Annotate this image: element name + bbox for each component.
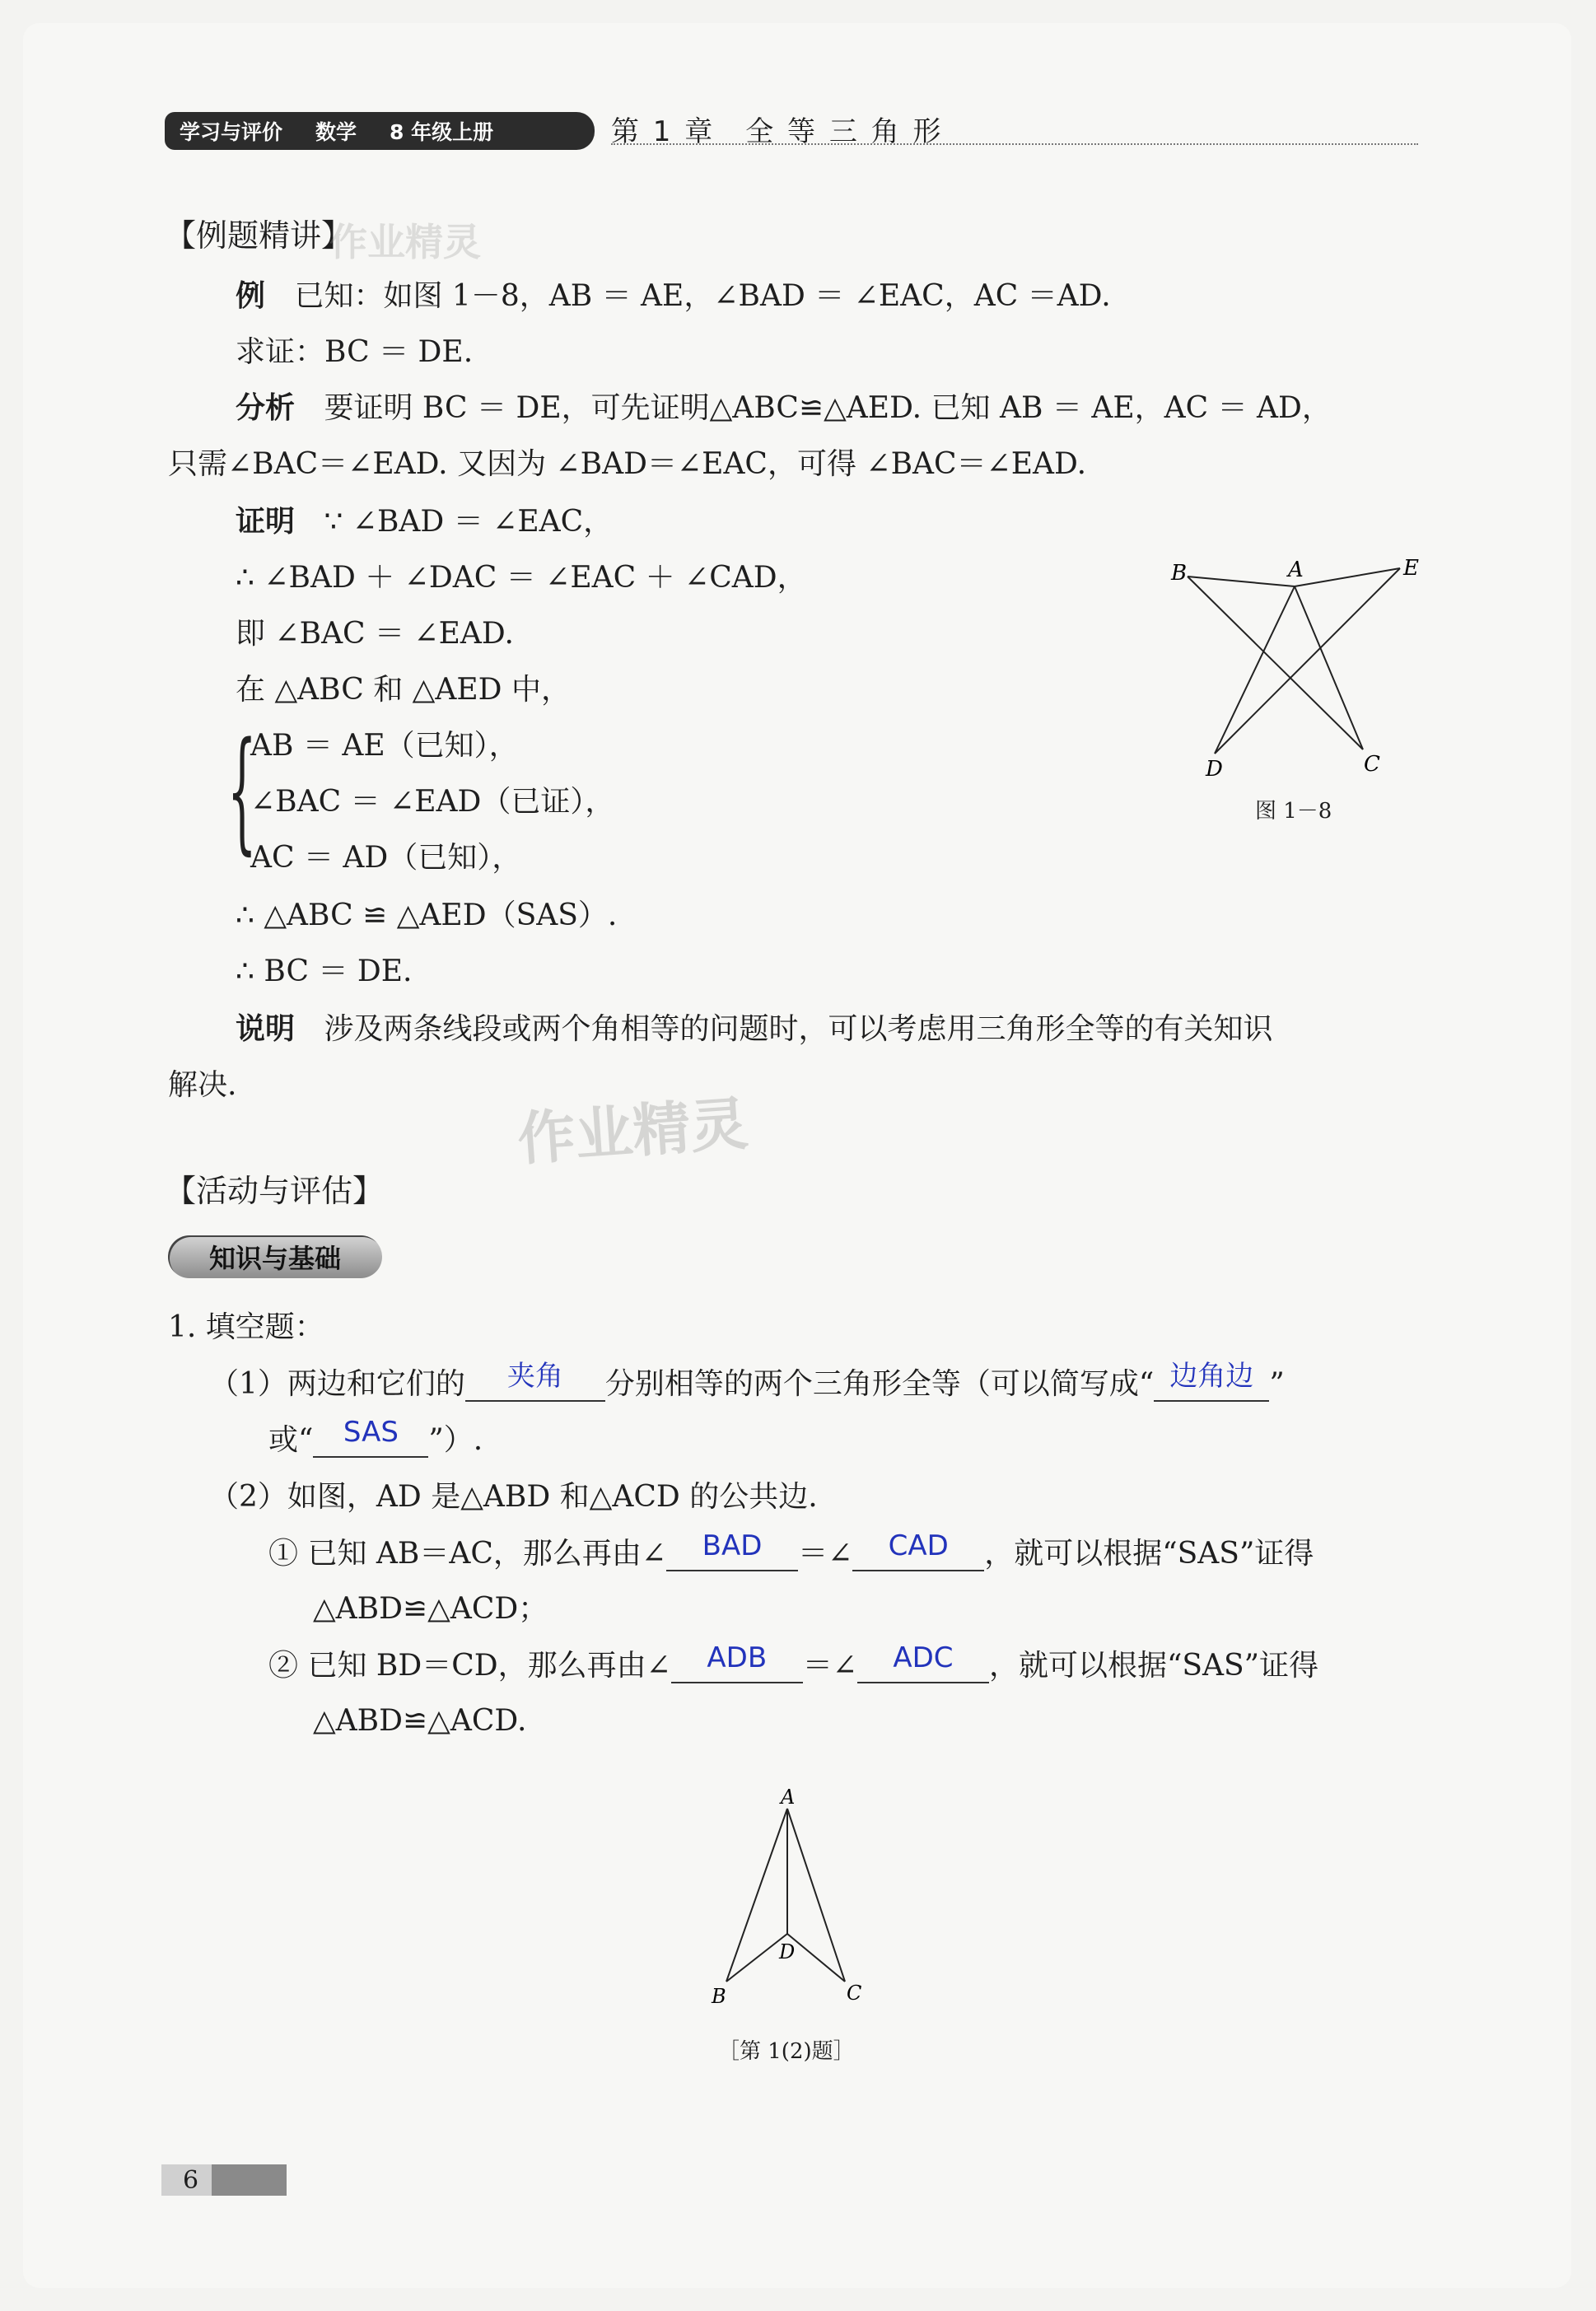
q1-2-a-answer-2: CAD [888,1529,949,1563]
proof-line-4: 在 △ABC 和 △AED 中， [236,673,571,707]
q1-2-b-line2: △ABD≌△ACD. [313,1704,527,1738]
question-1-title: 1. 填空题： [168,1310,324,1344]
segment-BA [1188,577,1295,586]
proof-label: 证明 [236,505,296,539]
label-A: A [1288,558,1304,582]
book-subject: 数学 [315,120,357,144]
q1-1-blank-1[interactable] [465,1360,605,1402]
label-C: C [1364,752,1380,777]
watermark-top: 作业精灵 [329,220,481,264]
q1-2-title: （2）如图，AD 是△ABD 和△ACD 的公共边. [209,1480,818,1514]
page-number-text: 6 [183,2165,199,2195]
q1-1-answer-2: 边角边 [1169,1360,1254,1394]
q1-1-line2-end: ”）. [428,1422,483,1457]
q1-2-a-answer-1: BAD [702,1529,763,1563]
proof-line-2: ∴ ∠BAD ＋ ∠DAC ＝ ∠EAC ＋ ∠CAD， [236,561,807,595]
segment-BC [1188,577,1363,749]
q1-2-a-end: ，就可以根据“SAS”证得 [984,1536,1314,1571]
book-grade: 8 年级上册 [390,120,494,144]
q1-1-middle: 分别相等的两个三角形全等（可以简写成“ [604,1366,1155,1401]
section-title-example: 【例题精讲】 [165,217,353,254]
analysis-label: 分析 [236,391,296,425]
proof-line-7: AC ＝ AD（已知）， [250,841,522,875]
q1-2-b-middle: ＝∠ [802,1648,857,1683]
label-B: B [1171,561,1188,586]
q1-2-b-blank-2[interactable] [857,1641,989,1683]
label-A: A [781,1786,796,1809]
q1-1-end: ” [1269,1366,1285,1401]
proof-brace: { [227,713,257,867]
q1-2-a-blank-2[interactable] [852,1529,984,1571]
q1-2-b-blank-1[interactable] [671,1641,803,1683]
q1-2-b-end: ，就可以根据“SAS”证得 [988,1648,1319,1683]
knowledge-basics-badge: 知识与基础 [168,1235,382,1278]
page-number [161,2164,287,2196]
note-text-1: 涉及两条线段或两个角相等的问题时，可以考虑用三角形全等的有关知识 [324,1012,1273,1046]
figure-1-8 [1153,544,1433,782]
q1-2-b-answer-2: ADC [893,1641,954,1675]
header-divider [611,143,1418,145]
book-title: 学习与评价 [180,120,283,144]
q1-2-a-middle: ＝∠ [798,1536,853,1571]
proof-line-6: ∠BAC ＝ ∠EAD（已证）， [250,785,615,819]
segment-ED [1215,568,1400,754]
analysis-text-1: 要证明 BC ＝ DE，可先证明△ABC≌△AED. 已知 AB ＝ AE，AC ＝ AD， [324,391,1332,425]
q1-1-answer-1: 夹角 [506,1360,563,1394]
figure-1-8-caption: 图 1－8 [1255,799,1332,824]
figure-q1-2-caption: ［第 1(2)题］ [718,2039,855,2064]
note-label: 说明 [236,1012,296,1046]
q1-1-line2-prefix: 或“ [268,1422,314,1457]
segment-AB [726,1809,787,1982]
q1-2-b-answer-1: ADB [707,1641,768,1675]
figure-q1-2 [708,1784,889,2015]
q1-1-answer-3: SAS [343,1416,399,1450]
q1-2-a-prefix: ① 已知 AB＝AC，那么再由∠ [268,1536,667,1571]
book-title-banner [165,112,595,150]
example-label: 例 [236,279,266,313]
q1-2-a-blank-1[interactable] [666,1529,798,1571]
q1-1-blank-2[interactable] [1154,1360,1269,1402]
note-text-2: 解决. [168,1068,237,1102]
label-B: B [712,1985,726,2008]
analysis-text-2: 只需∠BAC＝∠EAD. 又因为 ∠BAD＝∠EAC，可得 ∠BAC＝∠EAD. [168,447,1087,481]
q1-1-blank-3[interactable] [313,1416,428,1458]
segment-AC [787,1809,845,1982]
example-prove: 求证：BC ＝ DE. [236,335,474,369]
proof-line-9: ∴ BC ＝ DE. [236,955,413,988]
proof-line-8: ∴ △ABC ≌ △AED（SAS）. [236,899,618,932]
segment-AC [1295,586,1363,749]
q1-1-prefix: （1）两边和它们的 [209,1366,465,1401]
section-title-activity: 【活动与评估】 [165,1173,385,1209]
label-D: D [1206,757,1223,782]
proof-line-5: AB ＝ AE（已知）， [250,729,519,763]
example-given: 已知：如图 1－8，AB ＝ AE，∠BAD ＝ ∠EAC，AC ＝AD. [294,279,1111,313]
watermark-middle: 作业精灵 [515,1090,750,1174]
label-E: E [1403,556,1419,581]
label-C: C [847,1982,862,2005]
label-D: D [779,1940,796,1963]
chapter-title: 第 1 章 全 等 三 角 形 [611,115,944,148]
proof-line-1: ∵ ∠BAD ＝ ∠EAC， [324,505,614,539]
proof-line-3: 即 ∠BAC ＝ ∠EAD. [236,617,514,651]
q1-2-b-prefix: ② 已知 BD＝CD，那么再由∠ [268,1648,671,1683]
q1-2-a-line2: △ABD≌△ACD； [313,1592,548,1626]
